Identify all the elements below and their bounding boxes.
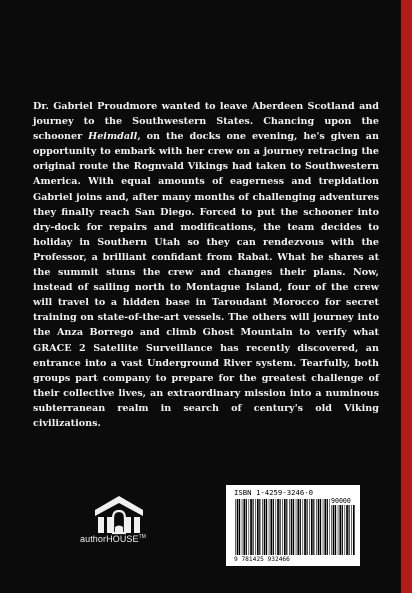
book-description	[33, 99, 379, 431]
barcode-stripe	[269, 499, 270, 555]
barcode-stripe	[249, 499, 250, 555]
barcode-stripe	[250, 499, 252, 555]
barcode-stripe	[335, 505, 336, 555]
barcode-stripe	[262, 499, 263, 555]
barcode-stripe	[257, 499, 259, 555]
barcode-stripe	[303, 499, 304, 555]
barcode-stripe	[307, 499, 308, 555]
barcode-stripe	[320, 499, 321, 555]
barcode-stripe	[291, 499, 293, 555]
barcode-stripe	[259, 499, 260, 555]
isbn-barcode	[226, 485, 360, 566]
spine-edge	[401, 0, 412, 593]
barcode-stripe	[282, 499, 283, 555]
barcode-stripe	[304, 499, 306, 555]
barcode-stripe	[280, 499, 281, 555]
barcode-stripe	[293, 499, 294, 555]
barcode-stripe	[246, 499, 247, 555]
barcode-stripe	[339, 505, 341, 555]
ship-name: Heimdall	[88, 131, 138, 143]
barcode-stripe	[284, 499, 286, 555]
publisher-name-part2: HOUSE	[106, 534, 139, 544]
barcode-stripe	[277, 499, 279, 555]
barcode-stripe	[242, 499, 243, 555]
barcode-digits: 9 781425 932466	[234, 556, 290, 563]
barcode-stripe	[300, 499, 301, 555]
barcode-stripe	[273, 499, 274, 555]
barcode-stripe	[327, 499, 328, 555]
barcode-stripe	[296, 499, 297, 555]
barcode-stripe	[316, 499, 317, 555]
barcode-stripe	[264, 499, 266, 555]
barcode-stripe	[266, 499, 267, 555]
price-code: 90000	[331, 497, 351, 505]
barcode-stripe	[345, 505, 346, 555]
barcode-stripe	[346, 505, 348, 555]
barcode-stripe	[253, 499, 254, 555]
trademark: TM	[138, 534, 147, 540]
barcode-stripe	[331, 505, 332, 555]
barcode-stripe	[270, 499, 272, 555]
barcode-stripe	[323, 499, 324, 555]
barcode-stripe	[243, 499, 245, 555]
blurb-part2: , on the docks one evening, he's given an opportunity to embark with her crew on a journey retracing the original route the Rognvald Vikings had taken to Southwestern America. With equal amounts of eagerness and trepidation Gabriel joins and, after many months of challenging adventures they finally reach San Diego. Forced to put the schooner into dry-dock for repairs and modifications, the team decides to holiday in Southern Utah so they can rendezvous with the Professor, a brilliant confidant from Rabat. What he shares at the summit stuns the crew and changes their plans. Now, instead of sailing north to Montague Island, four of the crew will travel to a hidden base in Taroudant Morocco for secret training on state-of-the-art vessels. The others will journey into the Anza Borrego and climb Ghost Mountain to verify what GRACE 2 Satellite Surveillance has recently discovered, an entrance into a vast Underground River system. Tearfully, both groups part company to prepare for the greatest challenge of their collective lives, an extraordinary mission into a numinous subterranean realm in search of century's old Viking civilizations.	[33, 131, 379, 429]
barcode-stripe	[297, 499, 299, 555]
barcode-stripe	[309, 499, 310, 555]
barcode-stripe	[235, 499, 236, 555]
barcode-stripe	[289, 499, 290, 555]
publisher-logo-text	[80, 534, 146, 544]
barcode-stripe	[351, 505, 352, 555]
barcode-stripe	[338, 505, 339, 555]
barcode-stripe	[318, 499, 320, 555]
barcode-stripe	[349, 505, 350, 555]
barcode-stripe	[311, 499, 313, 555]
barcode-stripe	[313, 499, 314, 555]
barcode-bars	[235, 499, 330, 555]
barcode-stripe	[324, 499, 326, 555]
barcode-stripe	[237, 499, 239, 555]
barcode-stripe	[286, 499, 287, 555]
barcode-stripe	[330, 499, 331, 555]
barcode-stripe	[333, 505, 335, 555]
barcode-stripe	[353, 505, 355, 555]
barcode-stripe	[255, 499, 256, 555]
isbn-label: ISBN 1-4259-3246-0	[234, 488, 314, 497]
barcode-stripe	[276, 499, 277, 555]
publisher-name-part1: author	[80, 534, 107, 544]
addon-barcode-bars	[331, 505, 355, 555]
barcode-stripe	[342, 505, 343, 555]
blurb-part1: Dr. Gabriel Proudmore wanted to leave Aberdeen Scotland and journey to the Southwestern States. Chancing upon the schooner	[33, 101, 379, 143]
barcode-stripe	[239, 499, 240, 555]
